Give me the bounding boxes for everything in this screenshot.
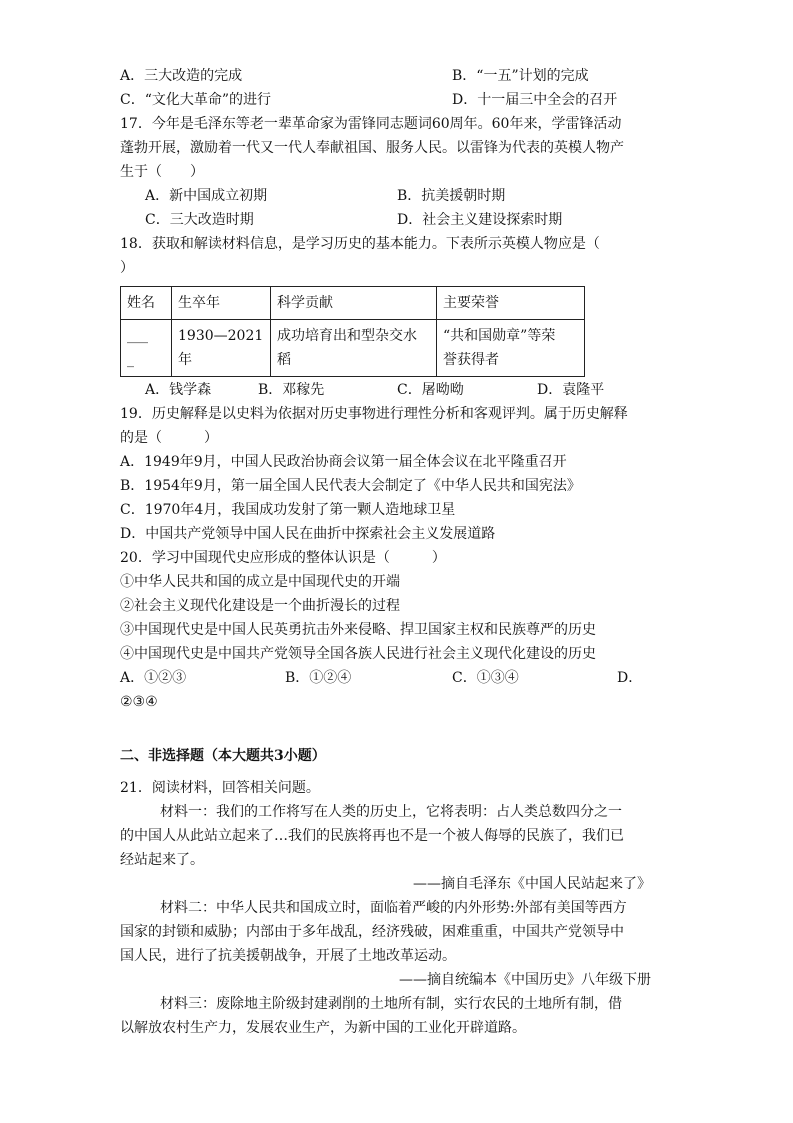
q18-stem-line2: ） <box>120 260 134 276</box>
table-header-row <box>121 287 585 320</box>
q17-option-a: A．新中国成立初期 <box>145 188 268 204</box>
q21-stem: 21．阅读材料，回答相关问题。 <box>120 780 320 796</box>
hero-info-table <box>120 286 585 377</box>
q20-option-d: D． <box>617 670 643 686</box>
q19-stem-line2: 的是（ ） <box>120 430 218 446</box>
q20-stem: 20．学习中国现代史应形成的整体认识是（ ） <box>120 550 446 566</box>
material-1-source: ——摘自毛泽东《中国人民站起来了》 <box>413 876 651 892</box>
q18-option-a: A．钱学森 <box>145 382 212 398</box>
q19-stem-line1: 19．历史解释是以史料为依据对历史事物进行理性分析和客观评判。属于历史解释 <box>120 406 628 422</box>
q20-option-a: A．①②③ <box>120 670 187 686</box>
table-row <box>121 320 585 377</box>
q20-statement-1: ①中华人民共和国的成立是中国现代史的开端 <box>120 574 400 590</box>
cell-contribution: 成功培育出和型杂交水 稻 <box>271 320 437 377</box>
q19-option-b: B．1954年9月，第一届全国人民代表大会制定了《中华人民共和国宪法》 <box>120 478 581 494</box>
q17-stem-line3: 生于（ ） <box>120 164 204 180</box>
q18-option-b: B．邓稼先 <box>258 382 325 398</box>
q20-statement-3: ③中国现代史是中国人民英勇抗击外来侵略、捍卫国家主权和民族尊严的历史 <box>120 622 596 638</box>
cell-name-blank: ___ _ <box>121 320 172 377</box>
header-honor: 主要荣誉 <box>437 287 585 320</box>
q19-option-a: A．1949年9月，中国人民政治协商会议第一届全体会议在北平隆重召开 <box>120 454 567 470</box>
q18-option-c: C．屠呦呦 <box>397 382 464 398</box>
q16-option-d: D．十一届三中全会的召开 <box>452 92 618 108</box>
q18-stem-line1: 18．获取和解读材料信息，是学习历史的基本能力。下表所示英模人物应是（ <box>120 236 600 252</box>
q19-option-c: C．1970年4月，我国成功发射了第一颗人造地球卫星 <box>120 502 456 518</box>
q16-option-c: C．“文化大革命”的进行 <box>120 92 272 108</box>
q17-option-b: B．抗美援朝时期 <box>397 188 506 204</box>
section-2-heading: 二、非选择题（本大题共3小题） <box>120 748 326 764</box>
cell-years: 1930—2021 年 <box>172 320 271 377</box>
q17-stem-line2: 蓬勃开展，激励着一代又一代人奉献祖国、服务人民。以雷锋为代表的英模人物产 <box>120 140 624 156</box>
q19-option-d: D．中国共产党领导中国人民在曲折中探索社会主义发展道路 <box>120 526 496 542</box>
material-2-line1: 材料二：中华人民共和国成立时，面临着严峻的内外形势:外部有美国等西方 <box>160 900 627 916</box>
q20-option-b: B．①②④ <box>285 670 352 686</box>
material-1-line3: 经站起来了。 <box>120 852 204 868</box>
material-2-line3: 国人民，进行了抗美援朝战争，开展了土地改革运动。 <box>120 948 456 964</box>
header-name: 姓名 <box>121 287 172 320</box>
q20-statement-4: ④中国现代史是中国共产党领导全国各族人民进行社会主义现代化建设的历史 <box>120 646 596 662</box>
q20-option-c: C．①③④ <box>452 670 519 686</box>
material-2-source: ——摘自统编本《中国历史》八年级下册 <box>399 972 651 988</box>
q17-option-c: C．三大改造时期 <box>145 212 254 228</box>
cell-honor: “共和国勋章”等荣 誉获得者 <box>437 320 585 377</box>
material-2-line2: 国家的封锁和威胁；内部由于多年战乱，经济残破，困难重重，中国共产党领导中 <box>120 924 624 940</box>
q16-option-b: B．“一五”计划的完成 <box>452 68 589 84</box>
q18-option-d: D．袁隆平 <box>537 382 605 398</box>
header-contribution: 科学贡献 <box>271 287 437 320</box>
material-1-line2: 的中国人从此站立起来了…我们的民族将再也不是一个被人侮辱的民族了，我们已 <box>120 828 624 844</box>
material-3-line2: 以解放农村生产力，发展农业生产，为新中国的工业化开辟道路。 <box>120 1020 526 1036</box>
q16-option-a: A．三大改造的完成 <box>120 68 243 84</box>
q17-option-d: D．社会主义建设探索时期 <box>397 212 563 228</box>
q17-stem-line1: 17．今年是毛泽东等老一辈革命家为雷锋同志题词60周年。60年来，学雷锋活动 <box>120 116 622 132</box>
material-1-line1: 材料一：我们的工作将写在人类的历史上，它将表明：占人类总数四分之一 <box>160 804 622 820</box>
q20-option-d-content: ②③④ <box>120 694 158 710</box>
material-3-line1: 材料三：废除地主阶级封建剥削的土地所有制，实行农民的土地所有制，借 <box>160 996 622 1012</box>
q20-statement-2: ②社会主义现代化建设是一个曲折漫长的过程 <box>120 598 400 614</box>
header-years: 生卒年 <box>172 287 271 320</box>
